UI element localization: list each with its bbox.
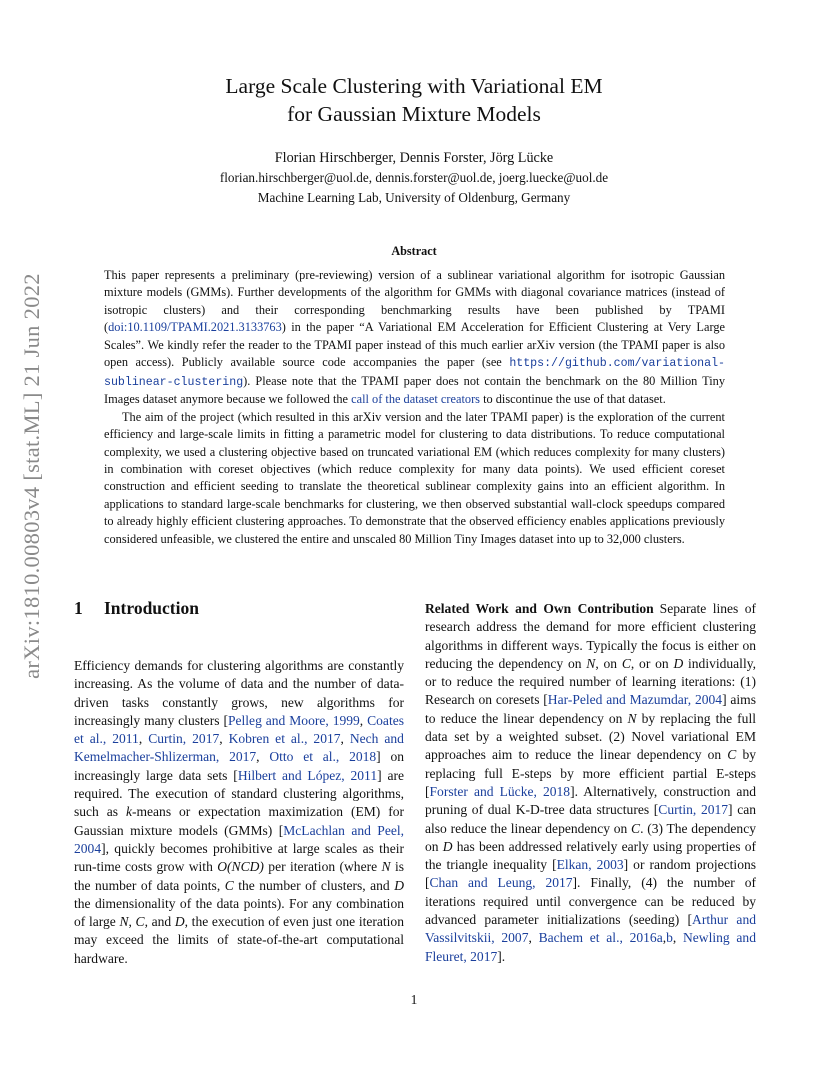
math-D: D [394,877,404,893]
body-text: individually, or to reduce the required number of learning iterations: (1) Research on coresets [ [425,655,756,708]
arxiv-identifier [4,273,60,679]
body-text: has been addressed relatively early using properties of the triangle inequality [ [425,838,757,873]
abstract-text: ). Please note that the TPAMI paper does not contain the benchmark on the 80 Million Tiny Images dataset anymore because we followed the [104,373,725,407]
math-N: N [381,859,391,875]
body-text: Separate lines of research address the demand for more efficient clustering algorithms in different ways. Typically the focus is either on reducing the dependency on [425,601,756,671]
paper-title [0,72,828,128]
math-complexity: O(NCD) [217,859,264,875]
math-C: C [631,820,641,836]
math-N: N [119,914,129,930]
math-C: C [621,655,631,671]
math-N: N [627,710,637,726]
body-text: ]. [497,948,506,964]
body-text: ]. Alternatively, construction and pruning of dual K-D-tree data structures [ [425,783,756,818]
body-text: is the number of data points, [74,859,404,893]
introduction-paragraph: Efficiency demands for clustering algorithms are constantly increasing. As the volume of data and the number of data-driven tasks constantly grows, new algorithms for increasingly many clusters [Pelleg and Moore, 1999, Coates et al., 2011, Curtin, 2017, Kobren et al., 2017, Nech and Kemelmacher-Shlizerman, 2017, Otto et al., 2018] on increasingly large data sets [Hilbert and López, 2011] are required. The execution of standard clustering algorithms, such as k-means or expectation maximization (EM) for Gaussian mixture models (GMMs) [McLachlan and Peel, 2004], quickly becomes prohibitive at large scales as their run-time costs grow with O(NCD) per iteration (where N is the number of data points, C the number of clusters, and D the dimensionality of the data points). For any combination of large N, C, and D, the execution of even just one iteration may exceed the limits of state-of-the-art computational hardware. [74,658,405,966]
citation-link[interactable]: Forster and Lücke, 2018 [429,783,571,799]
math-D: D [673,655,684,671]
citation-link[interactable]: Curtin, 2017 [148,731,220,747]
citation-link[interactable]: b [666,930,673,946]
citation-link[interactable]: Pelleg and Moore, 1999 [227,712,360,728]
section-number: 1 [74,598,83,618]
citation-link[interactable]: Coates et al., 2011 [74,712,404,747]
citation-link[interactable]: Kobren et al., 2017 [228,731,341,747]
body-text: , or on [630,655,674,671]
author-emails: florian.hirschberger@uol.de, dennis.forster@uol.de, joerg.luecke@uol.de [219,170,609,185]
citation-link[interactable]: McLachlan and Peel, 2004 [74,822,404,856]
body-text: ]. Finally, (4) the number of iterations required until convergence can be reduced by advanced parameter initializations (seeding) [ [425,875,756,928]
citation-link[interactable]: Hilbert and López, 2011 [237,767,378,783]
body-text: ], quickly becomes prohibitive at large scales as their run-time costs grow with [74,840,404,875]
introduction-left-column [74,657,404,968]
citation-link[interactable]: Chan and Leung, 2017 [429,875,573,891]
body-text: . (3) The dependency on [425,820,756,854]
body-text: ] are required. The execution of standard clustering algorithms, such as [74,767,405,820]
related-work-heading: Related Work and Own Contribution [425,601,654,616]
authors: Florian Hirschberger, Dennis Forster, Jörg Lücke [274,150,554,166]
abstract-paragraph-1 [104,267,725,409]
abstract-paragraph-2: The aim of the project (which resulted in this arXiv version and the later TPAMI paper) is the exploration of the current efficiency and large-scale limits in fitting a parametric model for clustering to data distributions. To reduce computational complexity, we used a clustering objective based on truncated variational EM (which reduces complexity for many clusters) in combination with coreset objectives (which reduce complexity for many data points). We used efficient coreset construction and efficient seeding to translate the theoretical sublinear complexity gains into an efficient algorithm. In applications to standard large-scale benchmarks for clustering, we then observed substantial wall-clock speedups compared to already highly efficient clustering approaches. To demonstrate that the observed efficiency enables applications previously considered unfeasible, we clustered the entire and unscaled 80 Million Tiny Images dataset into up to 32,000 clusters. [104,409,725,546]
page-number: 1 [410,992,418,1007]
citation-link[interactable]: Elkan, 2003 [556,857,624,873]
body-text: ] or random projections [ [425,857,757,891]
section-title: Introduction [104,598,199,618]
body-text: ] aims to reduce the linear dependency on [425,692,756,726]
body-text: ] on increasingly large data sets [ [74,749,405,783]
citation-link[interactable]: Newling and Fleuret, 2017 [425,930,756,964]
body-text: the dimensionality of the data points). For any combination of large [74,895,404,930]
body-text: , and [144,914,175,930]
abstract-text: This paper represents a preliminary (pre-reviewing) version of a sublinear variational algorithm for isotropic Gaussian mixture models (GMMs). Further developments of the algorithm for GMMs with diagonal covariance matrices (instead of isotropic clusters) and their corresponding benchmarking results have been published by TPAMI ( [104,268,725,335]
source-code-link[interactable]: https://github.com/variational-sublinear-clustering [104,357,725,389]
math-D: D [442,838,453,854]
citation-link[interactable]: Curtin, 2017 [658,802,729,818]
abstract-heading: Abstract [391,244,437,258]
math-C: C [224,877,234,893]
citation-link[interactable]: Nech and Kemelmacher-Shlizerman, 2017 [74,731,404,765]
citation-link[interactable]: Otto et al., 2018 [269,749,377,765]
introduction-right-column [425,600,756,966]
body-text: ] can also reduce the linear dependency on [425,802,757,836]
abstract-text: to discontinue the use of that dataset. [479,392,666,407]
math-D: D [174,914,185,930]
math-C: C [727,747,737,763]
math-k: k [125,804,132,820]
abstract-body [104,267,725,548]
body-text: , the execution of even just one iteration may exceed the limits of state-of-the-art computational hardware. [74,914,404,966]
math-N: N [586,655,596,671]
body-text: by replacing full E-steps by more efficient partial E-steps [ [425,747,756,799]
body-text: -means or expectation maximization (EM) for Gaussian mixture models (GMMs) [ [74,804,405,838]
citation-link[interactable]: Arthur and Vassilvitskii, 2007 [425,912,756,946]
dataset-creators-link[interactable]: call of the dataset creators [351,392,480,407]
math-C: C [135,914,145,930]
doi-link[interactable]: doi:10.1109/TPAMI.2021.3133763 [108,320,282,335]
citation-link[interactable]: Bachem et al., 2016a [538,930,663,946]
citation-link[interactable]: Har-Peled and Mazumdar, 2004 [547,692,723,708]
body-text: by replacing the full data set by a weighted subset. (2) Novel variational EM approaches aim to reduce the linear dependency on [425,710,756,763]
body-text: the number of clusters, and [233,877,395,893]
body-text: Efficiency demands for clustering algorithms are constantly increasing. As the volume of data and the number of data-driven tasks constantly grows, new algorithms for increasingly many clusters [ [74,658,404,728]
section-heading-introduction [74,598,199,619]
paper-title-line2: for Gaussian Mixture Models [287,102,541,126]
abstract-text: ) in the paper “A Variational EM Acceleration for Efficient Clustering at Very Large Scales”. We kindly refer the reader to the TPAMI paper instead of this much earlier arXiv version (the TPAMI paper is also open access). Publicly available source code accompanies the paper (see [104,320,725,370]
arxiv-identifier-text: arXiv:1810.00803v4 [stat.ML] 21 Jun 2022 [19,273,44,679]
related-work-paragraph: Related Work and Own Contribution Separate lines of research address the demand for more efficient clustering algorithms in different ways. Typically the focus is either on reducing the dependency on N, on C, or on D individually, or to reduce the required number of learning iterations: (1) Research on coresets [Har-Peled and Mazumdar, 2004] aims to reduce the linear dependency on N by replacing the full data set by a weighted subset. (2) Novel variational EM approaches aim to reduce the linear dependency on C by replacing full E-steps by more efficient partial E-steps [Forster and Lücke, 2018]. Alternatively, construction and pruning of dual K-D-tree data structures [Curtin, 2017] can also reduce the linear dependency on C. (3) The dependency on D has been addressed relatively early using properties of the triangle inequality [Elkan, 2003] or random projections [Chan and Leung, 2017]. Finally, (4) the number of iterations required until convergence can be reduced by advanced parameter initializations (seeding) [Arthur and Vassilvitskii, 2007, Bachem et al., 2016a,b, Newling and Fleuret, 2017]. [425,601,757,964]
paper-title-line1: Large Scale Clustering with Variational EM [225,74,603,98]
body-text: per iteration (where [263,859,382,875]
affiliation: Machine Learning Lab, University of Oldenburg, Germany [257,190,571,205]
